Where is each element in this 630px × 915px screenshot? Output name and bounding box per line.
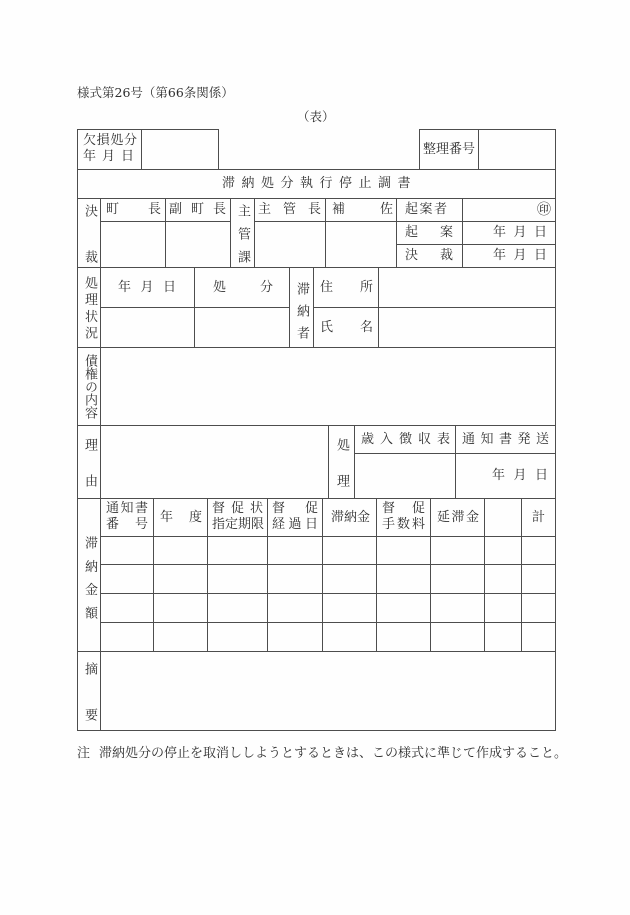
arrears-header-reminder-deadline — [208, 499, 268, 537]
reason-field — [100, 425, 329, 499]
drafter-seal-field — [462, 198, 556, 222]
loss-disposition-label-line2: 年月日 — [83, 149, 134, 164]
revenue-collection-label: 歳入徴収表 — [354, 425, 456, 454]
arrears-cell — [323, 537, 377, 565]
arrears-cell — [101, 565, 154, 594]
arrears-header-days-elapsed — [268, 499, 323, 537]
header-line: 番号 — [106, 517, 148, 532]
arrears-cell — [101, 537, 154, 565]
arrears-cell — [377, 594, 431, 623]
revenue-collection-field — [354, 453, 456, 499]
form-title: 滞納処分執行停止調書 — [77, 169, 556, 199]
name-label: 氏名 — [313, 307, 379, 348]
department-label: 主管課 — [230, 198, 255, 268]
decided-date-field: 年月日 — [462, 244, 556, 268]
arrears-cell — [323, 594, 377, 623]
arrears-cell — [485, 594, 522, 623]
name-field — [378, 307, 556, 348]
note-label: 注 — [77, 746, 91, 761]
notice-sent-date-field: 年月日 — [455, 453, 556, 499]
arrears-table — [101, 498, 556, 652]
department-head-label: 主管長 — [254, 198, 326, 222]
arrears-cell — [431, 594, 485, 623]
arrears-cell — [208, 537, 268, 565]
arrears-cell — [268, 623, 323, 652]
processing-date-label: 年月日 — [100, 267, 195, 308]
drafted-date-field: 年月日 — [462, 221, 556, 245]
disposition-label: 処分 — [194, 267, 290, 308]
arrears-header-blank — [485, 499, 522, 537]
approval-label: 決裁 — [77, 198, 101, 268]
arrears-cell — [154, 565, 208, 594]
arrears-cell — [377, 565, 431, 594]
arrears-amount-label: 滞納金額 — [77, 498, 101, 652]
drafter-label: 起案者 — [396, 198, 463, 222]
mayor-label: 町長 — [100, 198, 166, 222]
department-head-stamp-field — [254, 221, 326, 268]
address-field — [378, 267, 556, 308]
arrears-header-reminder-fee — [377, 499, 431, 537]
arrears-cell — [101, 594, 154, 623]
note-text: 滞納処分の停止を取消ししようとするときは、この様式に準じて作成すること。 — [99, 746, 568, 761]
form-side-label: （表） — [297, 109, 335, 124]
notice-sent-label: 通知書発送 — [455, 425, 556, 454]
arrears-cell — [154, 623, 208, 652]
header-line: 督促 — [272, 501, 318, 516]
arrears-header-notice-number — [101, 499, 154, 537]
arrears-cell — [485, 623, 522, 652]
reference-number-field — [478, 129, 556, 170]
deputy-mayor-stamp-field — [165, 221, 231, 268]
arrears-cell — [268, 537, 323, 565]
reference-number-label: 整理番号 — [419, 129, 479, 170]
reason-label: 理由 — [77, 425, 101, 499]
arrears-cell — [268, 594, 323, 623]
claim-contents-field — [100, 347, 556, 426]
drafted-label: 起案 — [396, 221, 463, 245]
arrears-cell — [323, 623, 377, 652]
arrears-header-delinquent-amount: 滞納金 — [323, 499, 377, 537]
header-line: 経過日 — [272, 517, 318, 532]
arrears-cell — [323, 565, 377, 594]
summary-field — [100, 651, 556, 731]
deputy-mayor-label: 副町長 — [165, 198, 231, 222]
mayor-stamp-field — [100, 221, 166, 268]
arrears-cell — [522, 537, 556, 565]
arrears-cell — [154, 594, 208, 623]
assistant-stamp-field — [325, 221, 397, 268]
arrears-cell — [101, 623, 154, 652]
arrears-cell — [485, 537, 522, 565]
arrears-cell — [377, 537, 431, 565]
form-number: 様式第26号（第66条関係） — [77, 85, 234, 100]
arrears-cell — [154, 537, 208, 565]
processing-date-field — [100, 307, 195, 348]
header-line: 手数料 — [382, 517, 425, 532]
seal-icon: ㊞ — [537, 202, 551, 218]
arrears-cell — [431, 623, 485, 652]
header-line: 督促 — [382, 501, 425, 516]
address-label: 住所 — [313, 267, 379, 308]
arrears-header-fiscal-year: 年度 — [154, 499, 208, 537]
processing-status-label: 処理状況 — [77, 267, 101, 348]
decided-label: 決裁 — [396, 244, 463, 268]
arrears-cell — [208, 623, 268, 652]
delinquent-label: 滞納者 — [289, 267, 314, 348]
loss-disposition-date-field — [141, 129, 219, 170]
assistant-label: 補佐 — [325, 198, 397, 222]
arrears-cell — [522, 594, 556, 623]
arrears-cell — [208, 594, 268, 623]
header-line: 指定期限 — [212, 517, 265, 532]
arrears-header-total: 計 — [522, 499, 556, 537]
loss-disposition-date-label — [77, 129, 142, 170]
arrears-cell — [377, 623, 431, 652]
arrears-cell — [485, 565, 522, 594]
loss-disposition-label-line1: 欠損処分 — [83, 133, 137, 148]
processing-label: 処理 — [328, 425, 355, 499]
arrears-cell — [431, 537, 485, 565]
summary-label: 摘要 — [77, 651, 101, 731]
header-line: 督促状 — [212, 501, 263, 516]
arrears-cell — [431, 565, 485, 594]
arrears-cell — [522, 565, 556, 594]
header-line: 通知書 — [106, 501, 148, 516]
arrears-header-late-charge: 延滞金 — [431, 499, 485, 537]
arrears-cell — [208, 565, 268, 594]
disposition-field — [194, 307, 290, 348]
claim-contents-label: 債権の内容 — [77, 347, 101, 426]
arrears-cell — [522, 623, 556, 652]
arrears-cell — [268, 565, 323, 594]
